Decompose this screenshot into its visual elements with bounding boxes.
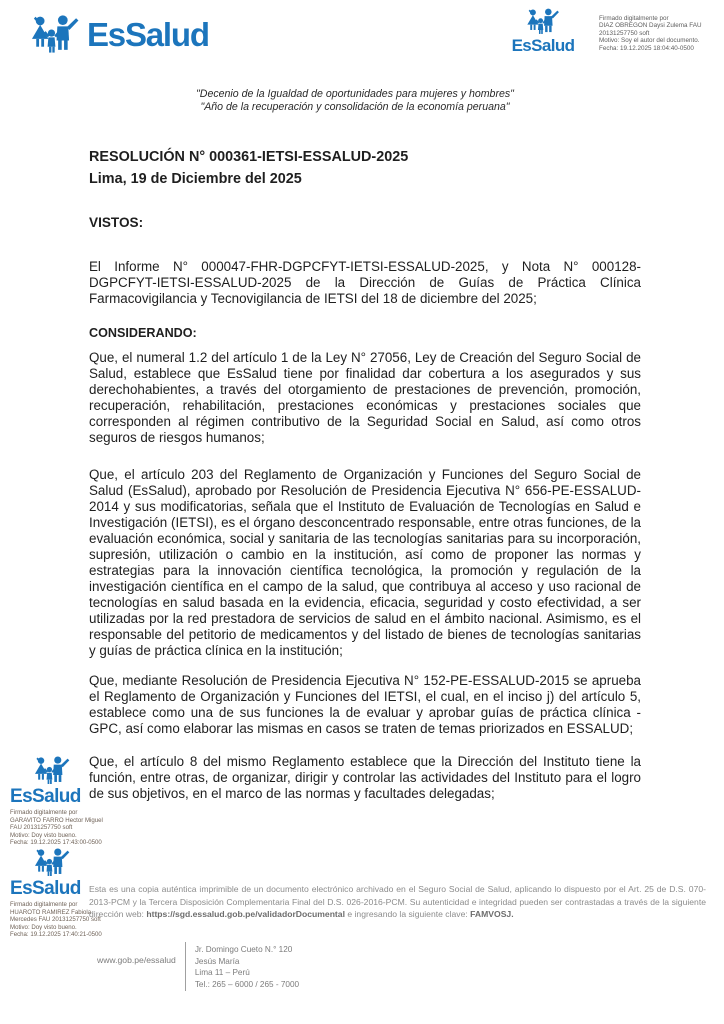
considerando-paragraph-4: Que, el artículo 8 del mismo Reglamento establece que la Dirección del Instituto tiene la función, entre otras, de organizar, dirigir y controlar las actividades del Instituto para el logro de sus objetivos, en el marco de las normas y facultades delegadas; — [89, 754, 641, 801]
signature-line: Fecha: 19.12.2025 17:40:21-0500 — [10, 931, 102, 938]
address-line: Lima 11 – Perú — [194, 968, 250, 978]
signature-line: 20131257750 soft — [599, 29, 650, 37]
resolution-date: Lima, 19 de Diciembre del 2025 — [89, 171, 302, 187]
signature-line: Fecha: 19.12.2025 18:04:40-0500 — [599, 44, 694, 52]
footer-legal-text — [89, 883, 706, 921]
validation-key: FAMVOSJ. — [470, 909, 514, 920]
essalud-logo — [30, 14, 209, 56]
signature-line: FAU 20131257750 soft — [10, 824, 73, 831]
essalud-family-icon — [33, 848, 71, 878]
header-quotes — [0, 88, 710, 113]
footer-contact — [97, 942, 299, 991]
considerando-label: CONSIDERANDO: — [89, 326, 197, 340]
resolution-number: RESOLUCIÓN N° 000361-IETSI-ESSALUD-2025 — [89, 149, 409, 165]
signature-line: Motivo: Soy el autor del documento. — [599, 37, 700, 45]
signature-line: Mercedes FAU 20131257750 soft — [10, 916, 101, 923]
footer-address — [195, 942, 299, 991]
signature-text-author — [599, 15, 702, 52]
signature-stamp-author — [512, 8, 574, 56]
signature-line: Firmado digitalmente por — [10, 901, 78, 908]
considerando-paragraph-1: Que, el numeral 1.2 del artículo 1 de la Ley N° 27056, Ley de Creación del Seguro Social de Salud, establece que EsSalud tiene por finalidad dar cobertura a los asegurados y sus derechohabientes, a través del otorgamiento de prestaciones de prevención, promoción, recuperación, rehabilitación, prestaciones económicas y prestaciones sociales que corresponden al régimen contributivo de la Seguridad Social en Salud, así como otros seguros de riesgos humanos; — [89, 350, 641, 445]
footer-divider — [185, 942, 186, 991]
vistos-label: VISTOS: — [89, 215, 144, 230]
considerando-paragraph-2: Que, el artículo 203 del Reglamento de Organización y Funciones del Seguro Social de Salud (EsSalud), aprobado por Resolución de Presidencia Ejecutiva N° 656-PE-ESSALUD-2014 y sus modificatorias, señala que el Instituto de Evaluación de Tecnologías en Salud e Investigación (IETSI), es el órgano desconcentrado responsable, entre otras funciones, de la evaluación económica, social y sanitaria de las tecnologías sanitarias para su incorporación, supresión, utilización o cambio en la institución, así como de proponer las normas y estrategias para la innovación científica tecnológica, la promoción y regulación de la investigación científica en el campo de la salud, que contribuya al acceso y uso racional de tecnologías en salud basada en la evidencia, eficacia, seguridad y costo efectividad, a ser utilizadas por la red prestadora de servicios de salud en el ámbito nacional. Asimismo, es el responsable del petitorio de medicamentos y del listado de bienes de tecnologías sanitarias y guías de práctica clínica en la institución; — [89, 467, 641, 658]
legal-text: Esta es una copia auténtica imprimible de un documento electrónico archivado en el Seguro Social de Salud, aplicando lo dispuesto por el Art. 25 de D.S. 070-2013-PCM y la Tercera Disposición Complementaria Final del D.S. 026-2016-PCM. Su autenticidad e integridad pueden ser contrastadas a través de la siguiente dirección web: — [89, 884, 706, 920]
signature-line: Motivo: Doy visto bueno. — [10, 831, 77, 839]
address-line: Jesús María — [194, 956, 240, 966]
signature-line: Motivo: Doy visto bueno. — [10, 923, 77, 931]
essalud-family-icon — [526, 8, 560, 36]
signature-line: GARAVITO FARRO Hector Miguel — [10, 816, 103, 824]
signature-line: DIAZ OBREGON Daysi Zulema FAU — [599, 22, 702, 30]
website-url: www.gob.pe/essalud — [97, 955, 176, 965]
essalud-wordmark: EsSalud — [10, 786, 81, 807]
quote-decenio: "Decenio de la Igualdad de oportunidades para mujeres y hombres" — [196, 88, 514, 100]
signature-stamp-visto-2 — [4, 848, 102, 939]
document-body — [89, 146, 641, 802]
address-line: Tel.: 265 – 6000 / 265 - 7000 — [194, 979, 300, 989]
essalud-family-icon — [33, 756, 71, 786]
essalud-wordmark: EsSalud — [511, 36, 575, 55]
signature-line: Fecha: 19.12.2025 17:43:00-0500 — [10, 839, 102, 846]
quote-anio: "Año de la recuperación y consolidación de la economía peruana" — [200, 100, 510, 113]
vistos-paragraph: El Informe N° 000047-FHR-DGPCFYT-IETSI-ESSALUD-2025, y Nota N° 000128-DGPCFYT-IETSI-ESSALUD-2025 de la Dirección de Guías de Práctica Clínica Farmacovigilancia y Tecnovigilancia de IETSI del 18 de diciembre del 2025; — [89, 259, 641, 306]
signature-line: Firmado digitalmente por — [10, 809, 78, 816]
signature-stamp-visto-1 — [4, 756, 102, 847]
essalud-wordmark: EsSalud — [87, 16, 209, 53]
essalud-wordmark: EsSalud — [10, 878, 81, 899]
validator-url: https://sgd.essalud.gob.pe/validadorDocumental — [146, 909, 345, 920]
legal-text: e ingresando la siguiente clave: — [344, 909, 471, 920]
signature-text-visto-1 — [10, 809, 103, 847]
considerando-paragraph-3: Que, mediante Resolución de Presidencia Ejecutiva N° 152-PE-ESSALUD-2015 se aprueba el Reglamento de Organización y Funciones del IETSI, el cual, en el inciso j) del artículo 5, establece como una de sus funciones la de evaluar y aprobar guías de práctica clínica - GPC, así como elaborar las mismas en casos se traten de temas priorizados en ESSALUD; — [89, 673, 641, 736]
signature-line: HUAROTO RAMIREZ Fabiola — [10, 908, 92, 916]
essalud-family-icon — [30, 14, 80, 56]
signature-line: Firmado digitalmente por — [599, 15, 669, 22]
address-line: Jr. Domingo Cueto N.° 120 — [194, 945, 293, 954]
